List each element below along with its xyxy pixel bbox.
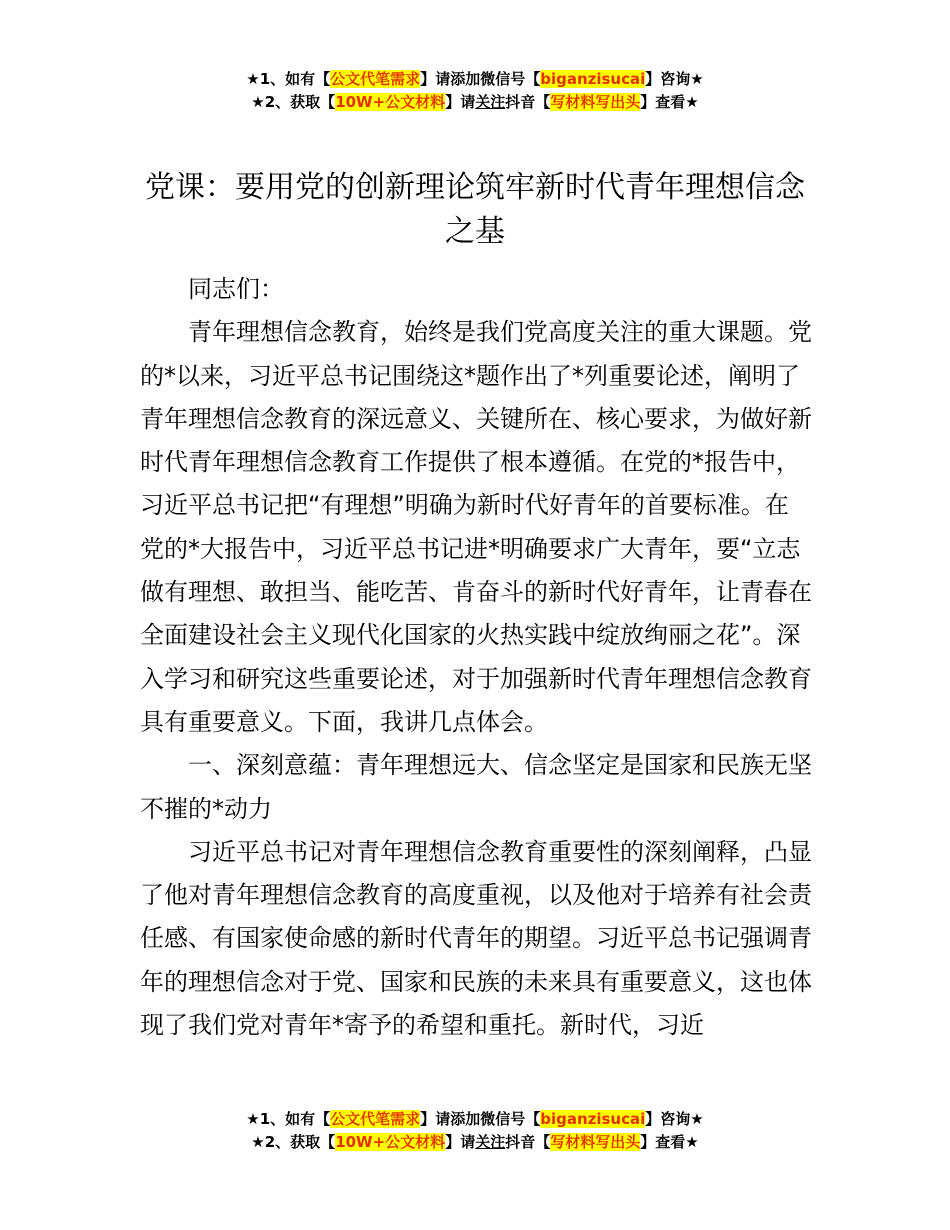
banner-text: 】查看★ — [640, 93, 699, 111]
banner-highlight: 公文代笔需求 — [330, 70, 421, 88]
header-banner — [0, 68, 950, 114]
banner-highlight: biganzisucai — [540, 70, 646, 88]
banner-text: 】咨询★ — [645, 1110, 704, 1128]
banner-text: 】请 — [445, 93, 476, 111]
banner-line-2 — [0, 91, 950, 114]
banner-text: 抖音【 — [505, 1133, 551, 1151]
banner-highlight: 写材料写出头 — [550, 1133, 641, 1151]
document-title: 党课：要用党的创新理论筑牢新时代青年理想信念之基 — [145, 170, 805, 249]
banner-text: 】请添加微信号【 — [420, 1110, 541, 1128]
banner-text: 】请 — [445, 1133, 476, 1151]
banner-text: 】请添加微信号【 — [420, 70, 541, 88]
banner-highlight: biganzisucai — [540, 1110, 646, 1128]
banner-line-1 — [0, 68, 950, 91]
banner-highlight: 写材料写出头 — [550, 93, 641, 111]
banner-text: ★2、获取【 — [251, 1133, 336, 1151]
footer-banner — [0, 1108, 950, 1154]
banner-text: 】查看★ — [640, 1133, 699, 1151]
banner-text: 】咨询★ — [645, 70, 704, 88]
banner-text: 抖音【 — [505, 93, 551, 111]
banner-highlight: 公文代笔需求 — [330, 1110, 421, 1128]
banner-line-1 — [0, 1108, 950, 1131]
body-paragraph: 习近平总书记对青年理想信念教育重要性的深刻阐释，凸显了他对青年理想信念教育的高度重视，以及他对于培养有社会责任感、有国家使命感的新时代青年的期望。习近平总书记强调青年的理想信念对于党、国家和民族的未来具有重要意义，这也体现了我们党对青年*寄予的希望和重托。新时代，习近 — [140, 837, 812, 1040]
banner-text: ★1、如有【 — [246, 70, 331, 88]
document-body — [140, 268, 812, 1047]
section-heading: 一、深刻意蕴：青年理想远大、信念坚定是国家和民族无坚不摧的*动力 — [140, 751, 812, 823]
banner-highlight: 10W+公文材料 — [335, 1133, 446, 1151]
banner-underlined: 关注 — [475, 93, 506, 111]
banner-text: ★2、获取【 — [251, 93, 336, 111]
banner-underlined: 关注 — [475, 1133, 506, 1151]
banner-line-2 — [0, 1131, 950, 1154]
banner-text: ★1、如有【 — [246, 1110, 331, 1128]
body-paragraph: 青年理想信念教育，始终是我们党高度关注的重大课题。党的*以来，习近平总书记围绕这*题作出了*列重要论述，阐明了青年理想信念教育的深远意义、关键所在、核心要求，为做好新时代青年理想信念教育工作提供了根本遵循。在党的*报告中，习近平总书记把“有理想”明确为新时代好青年的首要标准。在党的*大报告中，习近平总书记进*明确要求广大青年，要“立志做有理想、敢担当、能吃苦、肯奋斗的新时代好青年，让青春在全面建设社会主义现代化国家的火热实践中绽放绚丽之花”。深入学习和研究这些重要论述，对于加强新时代青年理想信念教育具有重要意义。下面，我讲几点体会。 — [140, 318, 812, 736]
salutation: 同志们： — [188, 275, 284, 303]
banner-highlight: 10W+公文材料 — [335, 93, 446, 111]
